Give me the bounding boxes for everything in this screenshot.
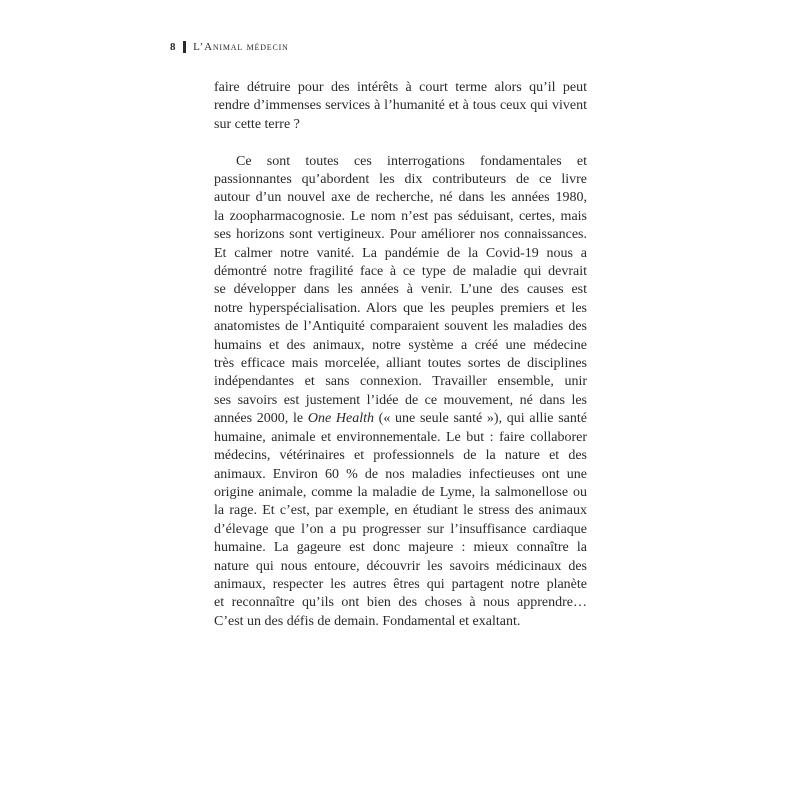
text-line: humaine. La gageure est donc majeure : mieux connaître la <box>214 540 587 556</box>
text-line: médecins, vétérinaires et professionnels de la nature et des <box>214 448 587 464</box>
text-line: la rage. Et c’est, par exemple, en étudiant le stress des animaux <box>214 503 587 519</box>
text-line: notre hyperspécialisation. Alors que les peuples premiers et les <box>214 300 587 316</box>
text-line: humaine, animale et environnementale. Le but : faire collaborer <box>214 429 587 445</box>
one-health-italic: One Health <box>307 411 374 427</box>
text-line: Et calmer notre vanité. La pandémie de la Covid-19 nous a <box>214 245 587 261</box>
paragraph-2 <box>214 153 587 632</box>
text-line: anatomistes de l’Antiquité comparaient souvent les maladies des <box>214 319 587 335</box>
text-line: d’élevage que l’on a pu progresser sur l’insuffisance cardiaque <box>214 521 587 537</box>
text-line: origine animale, comme la maladie de Lyme, la salmonellose ou <box>214 484 587 500</box>
text-line: humains et des animaux, notre système a créé une médecine <box>214 337 587 353</box>
text-line: faire détruire pour des intérêts à court terme alors qu’il peut <box>214 80 587 95</box>
text-line: nature qui nous entoure, découvrir les savoirs médicinaux des <box>214 558 587 574</box>
text-line: la zoopharmacognosie. Le nom n’est pas séduisant, certes, mais <box>214 208 587 224</box>
text-line-one-health <box>214 410 587 428</box>
text-line: indépendantes et sans connexion. Travailler ensemble, unir <box>214 374 587 390</box>
text-line: et reconnaître qu’ils ont bien des choses à nous apprendre… <box>214 595 587 611</box>
text-line: animaux. Environ 60 % de nos maladies infectieuses ont une <box>214 466 587 482</box>
text-line: démontré notre fragilité face à ce type de maladie qui devrait <box>214 264 587 280</box>
body-text <box>214 79 587 631</box>
page-number: 8 <box>170 41 177 53</box>
text-line: rendre d’immenses services à l’humanité et à tous ceux qui vivent <box>214 98 587 114</box>
text-segment: années 2000, le <box>214 411 308 427</box>
header-divider <box>183 41 186 53</box>
text-line: ses horizons sont vertigineux. Pour améliorer nos connaissances. <box>214 227 587 243</box>
text-line: C’est un des défis de demain. Fondamental et exaltant. <box>214 613 521 629</box>
paragraph-1 <box>214 79 587 134</box>
text-line: passionnantes qu’abordent les dix contributeurs de ce livre <box>214 172 587 188</box>
text-line: ses savoirs est justement l’idée de ce mouvement, né dans les <box>214 392 587 408</box>
running-title: L’Animal médecin <box>193 41 289 53</box>
text-segment: (« une seule santé »), qui allie santé <box>373 411 587 427</box>
paragraph-spacer <box>214 134 587 152</box>
text-line: très efficace mais morcelée, alliant toutes sortes de disciplines <box>214 356 587 372</box>
text-line: Ce sont toutes ces interrogations fondamentales et <box>236 153 587 169</box>
running-head <box>170 40 289 54</box>
text-line: animaux, respecter les autres êtres qui partagent notre planète <box>214 576 587 592</box>
text-line: se développer dans les années à venir. L’une des causes est <box>214 282 587 298</box>
text-line: autour d’un nouvel axe de recherche, né dans les années 1980, <box>214 190 587 206</box>
text-line: sur cette terre ? <box>214 116 300 132</box>
